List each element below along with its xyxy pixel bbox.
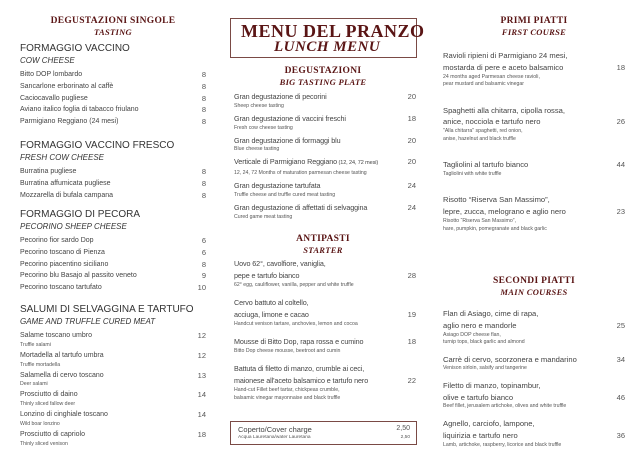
menu-item <box>443 105 625 144</box>
item-name: Caciocavallo pugliese <box>20 94 88 102</box>
tasting-header <box>20 16 206 38</box>
menu-item <box>20 330 206 349</box>
item-name-line: mostarda di pere e aceto balsamico <box>443 62 564 72</box>
menu-item <box>20 178 206 190</box>
menu-item <box>20 389 206 408</box>
item-description: Blue cheese tasting <box>234 146 280 153</box>
item-description: Tagliolini with white truffle <box>443 170 502 177</box>
item-description: Handcut venison tartare, anchovies, lemon and cocoa <box>234 320 358 327</box>
item-price: 14 <box>197 390 206 400</box>
item-price: 12 <box>197 350 206 360</box>
item-price: 8 <box>201 81 206 91</box>
section-title: PRIMI PIATTI <box>500 16 568 26</box>
section-title: DEGUSTAZIONI <box>284 66 362 76</box>
item-name-line: pepe e tartufo bianco <box>234 270 300 280</box>
item-name-line: anice, nocciola e tartufo nero <box>443 117 541 127</box>
menu-item <box>20 282 206 294</box>
item-price: 6 <box>201 247 206 257</box>
item-description: Beef fillet, jerusalem artichoke, olives and white truffle <box>443 403 567 410</box>
item-name: Salamella di cervo toscano <box>20 371 104 379</box>
antipasti-header <box>228 234 418 256</box>
menu-item <box>234 336 416 355</box>
item-name-line: Risotto “Riserva San Massimo”, <box>443 195 550 205</box>
item-name-line: liquirizia e tartufo nero <box>443 430 518 440</box>
item-name-line: Flan di Asiago, cime di rapa, <box>443 309 539 318</box>
category-title: SALUMI DI SELVAGGINA E TARTUFO <box>20 304 194 315</box>
section-subtitle: STARTER <box>303 245 343 255</box>
item-price: 20 <box>407 135 416 145</box>
item-price: 13 <box>197 370 206 380</box>
item-name-line: Gran degustazione tartufata <box>234 181 321 191</box>
item-price: 6 <box>201 236 206 245</box>
menu-item <box>20 93 206 105</box>
item-price: 10 <box>197 283 206 293</box>
item-price: 8 <box>201 259 206 269</box>
item-description: 62° egg, cauliflower, vanilla, pepper and white truffle <box>234 281 354 288</box>
menu-item <box>20 235 206 247</box>
menu-title-box <box>230 18 425 58</box>
item-name-line: Verticale di Parmigiano Reggiano (12, 24, 72 mesi) <box>234 157 379 167</box>
item-description: 12, 24, 72 Months of maturation parmesan cheese tasting <box>234 170 367 177</box>
menu-item <box>234 180 416 199</box>
cover-charge-box <box>230 421 417 445</box>
item-description: Risotto “Riserva San Massimo”, <box>443 218 516 225</box>
sheep-cheese-section <box>20 209 206 294</box>
item-name: Burratina pugliese <box>20 168 77 175</box>
item-description: Asiago DOP cheese flan, <box>443 331 501 338</box>
cover-charge-label: Coperto/Cover charge <box>238 425 312 434</box>
item-name: Aviano italico foglia di tabacco friulano <box>20 106 139 114</box>
menu-item <box>234 135 416 154</box>
item-price: 28 <box>407 270 416 280</box>
water-label: Acqua Lauretana/water Lauretana <box>238 435 311 440</box>
item-description: Fresh cow cheese tasting <box>234 124 293 131</box>
item-description: Deer salami <box>20 381 48 388</box>
item-description: 24 months aged Parmesan cheese ravioli, <box>443 73 540 80</box>
menu-item <box>234 156 416 177</box>
section-title: ANTIPASTI <box>296 234 350 244</box>
item-price: 8 <box>201 178 206 188</box>
item-description: Truffle cheese and truffle cured meat tasting <box>234 191 336 198</box>
secondi-list <box>443 308 625 456</box>
item-price: 12 <box>197 331 206 340</box>
item-price: 22 <box>407 376 416 386</box>
item-name-line: Gran degustazione di vaccini freschi <box>234 113 346 123</box>
item-name: Prosciutto di capriolo <box>20 430 85 438</box>
menu-item <box>443 380 625 411</box>
item-price: 18 <box>616 62 625 72</box>
item-price: 14 <box>197 410 206 420</box>
item-price: 9 <box>201 271 206 281</box>
item-description: "Alla chitarra" spaghetti, red onion, <box>443 128 523 135</box>
menu-item <box>20 409 206 428</box>
item-description: Wild boar lonzino <box>20 420 60 427</box>
item-name-line: acciuga, limone e cacao <box>234 309 309 319</box>
item-name-line: Filetto di manzo, topinambur, <box>443 380 541 390</box>
item-price: 46 <box>616 392 625 402</box>
menu-item <box>20 370 206 389</box>
item-name: Sancarlone erborinato al caffè <box>20 82 114 90</box>
right-column <box>443 0 625 462</box>
item-name-line: Gran degustazione di pecorini <box>234 92 327 101</box>
item-price: 26 <box>616 117 625 127</box>
item-price: 8 <box>201 190 206 200</box>
menu-item <box>234 202 416 221</box>
section-subtitle: MAIN COURSES <box>500 287 568 297</box>
category-title: FORMAGGIO VACCINO FRESCO <box>20 140 175 151</box>
menu-item <box>234 363 416 402</box>
section-subtitle: BIG TASTING PLATE <box>279 77 367 87</box>
item-name-line: Gran degustazione di formaggi blu <box>234 135 341 145</box>
item-price: 20 <box>407 92 416 101</box>
item-name-line: Carrè di cervo, scorzonera e mandarino <box>443 354 577 364</box>
cured-meat-section <box>20 304 206 449</box>
category-title: FORMAGGIO VACCINO <box>20 43 130 54</box>
item-description: Truffle mortadella <box>20 361 61 368</box>
item-description: Sheep cheese tasting <box>234 102 284 109</box>
item-description: anise, hazelnut and black truffle <box>443 135 516 142</box>
item-price: 24 <box>407 202 416 212</box>
menu-item <box>20 104 206 116</box>
category-subtitle: FRESH COW CHEESE <box>20 153 105 162</box>
cow-cheese-section <box>20 43 206 128</box>
menu-item <box>443 308 625 347</box>
menu-item <box>20 429 206 448</box>
degustazioni-list <box>234 91 416 224</box>
menu-item <box>443 159 625 178</box>
item-name: Parmigiano Reggiano (24 mesi) <box>20 118 119 126</box>
item-price: 36 <box>616 430 625 440</box>
menu-item <box>20 166 206 178</box>
item-price: 24 <box>407 181 416 191</box>
item-name-line: Ravioli ripieni di Parmigiano 24 mesi, <box>443 51 568 60</box>
section-subtitle: TASTING <box>94 27 132 37</box>
primi-list <box>443 50 625 249</box>
item-name-line: olive e tartufo bianco <box>443 392 514 402</box>
category-subtitle: PECORINO SHEEP CHEESE <box>20 222 127 231</box>
antipasti-list <box>234 258 416 410</box>
item-name: Mozzarella di bufala campana <box>20 191 113 199</box>
item-price: 8 <box>201 105 206 115</box>
fresh-cow-cheese-section <box>20 140 206 201</box>
item-name: Pecorino fior sardo Dop <box>20 237 94 244</box>
menu-title: MENU DEL PRANZO <box>241 21 425 41</box>
item-description: turnip tops, black garlic and almond <box>443 339 525 346</box>
menu-item <box>20 270 206 282</box>
item-price: 34 <box>616 354 625 364</box>
item-name: Pecorino toscano di Pienza <box>20 248 105 256</box>
item-name: Prosciutto di daino <box>20 391 78 399</box>
item-description: Cured game meat tasting <box>234 213 293 220</box>
item-description: balsamic vinegar mayonnaise and black truffle <box>234 394 341 401</box>
item-name: Bitto DOP lombardo <box>20 71 83 78</box>
primi-header <box>443 16 625 38</box>
item-description: pear mustard and balsamic vinegar <box>443 81 525 88</box>
menu-item <box>443 418 625 449</box>
item-price: 18 <box>197 429 206 439</box>
item-description: Truffle salami <box>20 341 51 348</box>
menu-item <box>20 259 206 271</box>
item-name: Mortadella al tartufo umbra <box>20 351 104 359</box>
menu-item <box>20 350 206 369</box>
item-name: Salame toscano umbro <box>20 332 92 339</box>
menu-item <box>20 190 206 202</box>
item-name-line: maionese all'aceto balsamico e tartufo nero <box>234 376 369 386</box>
item-name: Lonzino di cinghiale toscano <box>20 411 108 419</box>
item-price: 18 <box>407 337 416 347</box>
secondi-header <box>443 276 625 298</box>
item-price: 20 <box>407 157 416 167</box>
menu-item <box>234 258 416 289</box>
menu-item <box>443 50 625 89</box>
item-name: Pecorino piacentino siciliano <box>20 260 109 268</box>
menu-title-en: LUNCH MENU <box>274 39 381 55</box>
item-description: Thinly sliced fallow deer <box>20 401 76 408</box>
menu-item <box>443 354 625 373</box>
item-description: Venison sirloin, salsify and tangerine <box>443 365 527 372</box>
menu-item <box>20 69 206 81</box>
item-name-line: Cervo battuto al coltello, <box>234 298 309 308</box>
item-price: 8 <box>201 167 206 176</box>
item-name: Pecorino toscano tartufato <box>20 284 102 292</box>
item-price: 44 <box>616 160 625 170</box>
menu-item <box>20 247 206 259</box>
item-name-line: Uovo 62°, cavolfiore, vaniglia, <box>234 259 326 268</box>
section-subtitle: FIRST COURSE <box>501 27 567 37</box>
cover-charge-price: 2,50 <box>396 425 410 432</box>
item-name-line: Battuta di filetto di manzo, crumble ai ceci, <box>234 364 365 374</box>
water-price: 2,50 <box>400 435 410 440</box>
item-price: 25 <box>616 320 625 330</box>
item-name-line: Mousse di Bitto Dop, rapa rossa e cumino <box>234 337 364 347</box>
category-title: FORMAGGIO DI PECORA <box>20 209 141 220</box>
item-name-line: Tagliolini al tartufo bianco <box>443 160 529 170</box>
item-description: Thinly sliced venison <box>20 440 68 447</box>
item-description: hare, pumpkin, pomegranate and black garlic <box>443 225 547 232</box>
menu-item <box>20 81 206 93</box>
section-title: SECONDI PIATTI <box>493 276 575 286</box>
item-description: Bitto Dop cheese mousse, beetroot and cumin <box>234 347 341 354</box>
category-subtitle: COW CHEESE <box>20 56 75 65</box>
item-name-line: lepre, zucca, melograno e aglio nero <box>443 207 566 217</box>
item-name-line: Spaghetti alla chitarra, cipolla rossa, <box>443 105 565 115</box>
item-price: 8 <box>201 93 206 103</box>
item-price: 8 <box>201 117 206 127</box>
item-description: Lamb, artichoke, raspberry, licorice and black truffle <box>443 441 562 448</box>
degustazioni-header <box>228 66 418 88</box>
item-name-line: Agnello, carciofo, lampone, <box>443 418 535 428</box>
item-description: Hand-cut Fillet beef tartar, chickpeas crumble, <box>234 387 340 394</box>
menu-item <box>20 116 206 128</box>
menu-item <box>234 297 416 328</box>
menu-item <box>234 91 416 110</box>
menu-item <box>234 113 416 132</box>
item-note: (12, 24, 72 mesi) <box>337 160 379 167</box>
middle-column <box>228 0 425 462</box>
item-price: 23 <box>616 207 625 217</box>
item-price: 19 <box>407 309 416 319</box>
menu-item <box>443 194 625 233</box>
item-price: 8 <box>201 70 206 79</box>
category-subtitle: GAME AND TRUFFLE CURED MEAT <box>20 317 156 326</box>
item-name-line: Gran degustazione di affettati di selvaggina <box>234 202 368 212</box>
item-price: 18 <box>407 113 416 123</box>
item-name: Pecorino blu Basajo al passito veneto <box>20 272 137 280</box>
item-name-line: aglio nero e mandorle <box>443 320 517 330</box>
item-name: Burratina affumicata pugliese <box>20 179 111 187</box>
left-column <box>20 0 206 462</box>
section-title: DEGUSTAZIONI SINGOLE <box>50 16 176 26</box>
